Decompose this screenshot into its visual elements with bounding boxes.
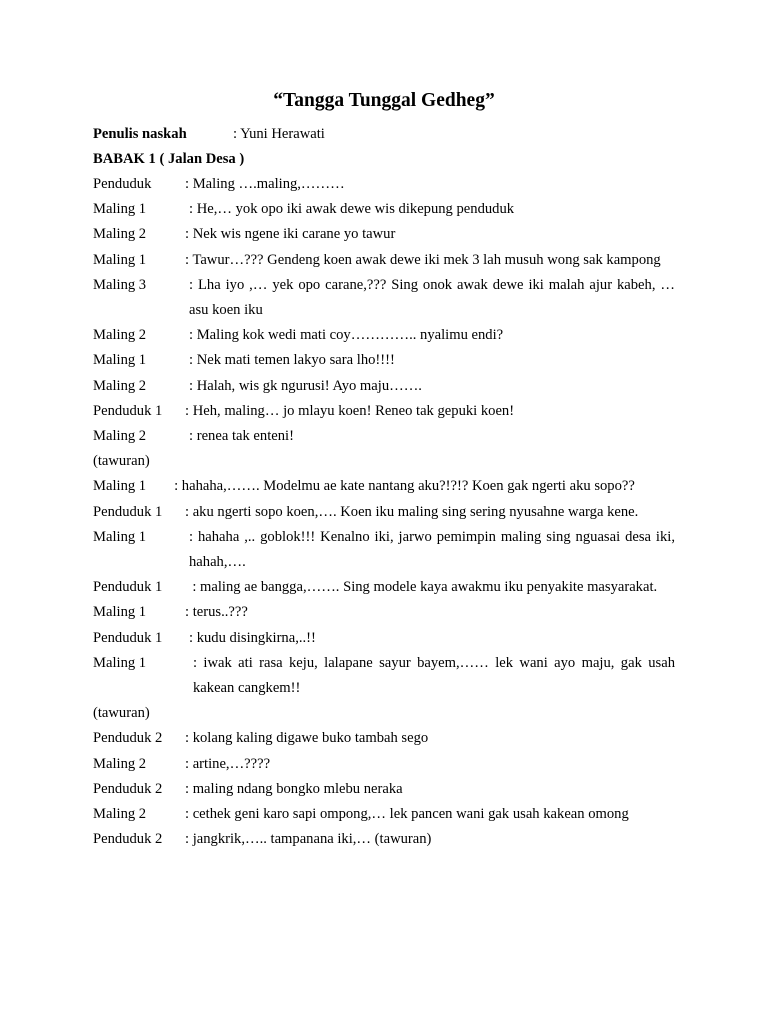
speech: : Nek mati temen lakyo sara lho!!!! xyxy=(189,352,395,369)
document-title: “Tangga Tunggal Gedheg” xyxy=(273,90,495,111)
speech: : Tawur…??? Gendeng koen awak dewe iki mek 3 lah musuh wong sak kampong xyxy=(185,251,661,268)
dialog-line xyxy=(93,626,675,651)
speech: : Lha iyo ,… yek opo carane,??? Sing onok awak dewe iki malah ajur kabeh, … asu koen iku xyxy=(189,276,675,319)
speech: : hahaha ,.. goblok!!! Kenalno iki, jarwo pemimpin maling sing nguasai desa iki, hahah,…. xyxy=(189,528,675,571)
speech: : kolang kaling digawe buko tambah sego xyxy=(185,730,429,747)
dialog-line xyxy=(93,399,675,424)
speech: : iwak ati rasa keju, lalapane sayur bayem,…… lek wani ayo maju, gak usah kakean cangkem!! xyxy=(193,654,675,697)
speech: : maling ae bangga,……. Sing modele kaya awakmu iku penyakite masyarakat. xyxy=(192,579,658,596)
dialog-line xyxy=(93,827,675,852)
speaker: Maling 1 xyxy=(93,201,147,218)
act-heading: BABAK 1 ( Jalan Desa ) xyxy=(93,151,245,167)
dialog-line xyxy=(93,474,675,499)
dialog-line xyxy=(93,777,675,802)
speech: : aku ngerti sopo koen,…. Koen iku maling sing sering nyusahne warga kene. xyxy=(185,503,639,520)
speech: : maling ndang bongko mlebu neraka xyxy=(185,780,403,797)
speaker: Penduduk 2 xyxy=(93,730,163,747)
speaker: Penduduk xyxy=(93,176,152,192)
speaker: Penduduk 1 xyxy=(93,402,163,419)
dialog-line xyxy=(93,525,675,575)
speaker: Maling 2 xyxy=(93,226,147,243)
speech: : artine,…???? xyxy=(185,755,271,772)
speech: : renea tak enteni! xyxy=(189,428,294,445)
dialog-line xyxy=(93,752,675,777)
speech: : Halah, wis gk ngurusi! Ayo maju……. xyxy=(189,377,422,394)
speech: : Maling ….maling,……… xyxy=(185,176,345,192)
speaker: Maling 2 xyxy=(93,327,147,344)
dialog-line xyxy=(93,248,675,273)
author-label: Penulis naskah xyxy=(93,126,187,142)
speaker: Maling 1 xyxy=(93,604,147,621)
speaker: Penduduk 2 xyxy=(93,780,163,797)
dialog-line xyxy=(93,374,675,399)
speech: : cethek geni karo sapi ompong,… lek pancen wani gak usah kakean omong xyxy=(185,806,629,823)
dialog-line xyxy=(93,651,675,701)
speaker: Maling 2 xyxy=(93,806,147,823)
speaker: Maling 1 xyxy=(93,654,147,671)
speaker: Maling 2 xyxy=(93,377,147,394)
dialog-line xyxy=(93,273,675,323)
dialog-line xyxy=(93,197,675,222)
dialog-line xyxy=(93,802,675,827)
author-value: : Yuni Herawati xyxy=(233,126,325,142)
speaker: Penduduk 1 xyxy=(93,579,163,596)
dialog-line xyxy=(93,600,675,625)
dialog-line xyxy=(93,323,675,348)
speaker: Maling 2 xyxy=(93,755,147,772)
dialog-line xyxy=(93,172,675,197)
speech: : hahaha,……. Modelmu ae kate nantang aku?!?!? Koen gak ngerti aku sopo?? xyxy=(174,478,635,495)
stage-direction: (tawuran) xyxy=(93,453,150,470)
dialog-list xyxy=(93,172,675,852)
speaker: Maling 1 xyxy=(93,352,147,369)
speaker: Penduduk 1 xyxy=(93,503,163,520)
dialog-line xyxy=(93,222,675,247)
speech: : kudu disingkirna,..!! xyxy=(189,629,316,646)
speaker: Penduduk 1 xyxy=(93,629,163,646)
speech: : Heh, maling… jo mlayu koen! Reneo tak gepuki koen! xyxy=(185,402,515,419)
stage-direction: (tawuran) xyxy=(93,705,150,722)
dialog-line xyxy=(93,500,675,525)
dialog-line xyxy=(93,575,675,600)
speaker: Penduduk 2 xyxy=(93,831,163,848)
speech: : terus..??? xyxy=(185,604,248,621)
speech: : He,… yok opo iki awak dewe wis dikepung penduduk xyxy=(189,201,515,218)
speaker: Maling 1 xyxy=(93,251,147,268)
speaker: Maling 1 xyxy=(93,478,147,495)
speaker: Maling 3 xyxy=(93,276,147,293)
speech: : jangkrik,….. tampanana iki,… (tawuran) xyxy=(185,831,432,848)
speaker: Maling 1 xyxy=(93,528,147,545)
author-line xyxy=(93,122,675,147)
dialog-line xyxy=(93,424,675,449)
speaker: Maling 2 xyxy=(93,428,147,445)
speech: : Maling kok wedi mati coy………….. nyalimu endi? xyxy=(189,327,504,344)
dialog-line xyxy=(93,726,675,751)
speech: : Nek wis ngene iki carane yo tawur xyxy=(185,226,396,243)
dialog-line xyxy=(93,348,675,373)
